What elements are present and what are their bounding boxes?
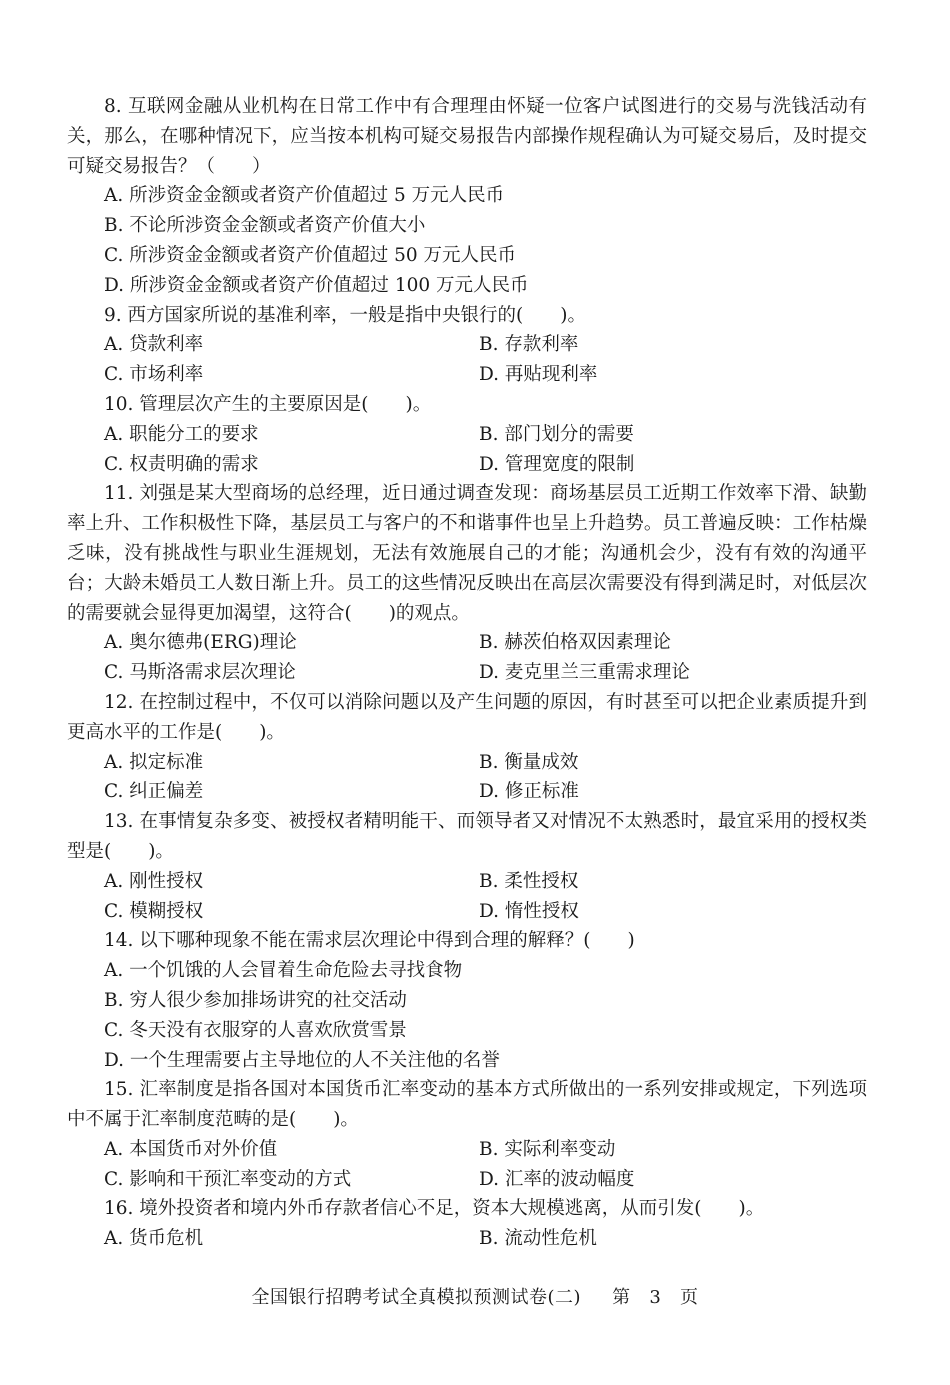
question-16-options-row-1 [67, 1224, 867, 1254]
question-12-options-row-2 [67, 777, 867, 807]
question-13-option-d: D. 惰性授权 [479, 900, 579, 922]
question-12-options-row-1 [67, 748, 867, 778]
question-14-option-a: A. 一个饥饿的人会冒着生命危险去寻找食物 [104, 960, 463, 982]
question-14-stem: 14. 以下哪种现象不能在需求层次理论中得到合理的解释？( ) [104, 930, 635, 952]
question-15-option-d: D. 汇率的波动幅度 [479, 1168, 635, 1190]
question-10-options-row-1 [67, 420, 867, 450]
question-8-option-c: C. 所涉资金金额或者资产价值超过 50 万元人民币 [104, 244, 517, 266]
footer-title: 全国银行招聘考试全真模拟预测试卷(二) [251, 1287, 582, 1308]
question-16-stem: 16. 境外投资者和境内外币存款者信心不足，资本大规模逃离，从而引发( )。 [104, 1198, 765, 1220]
question-12-option-b: B. 衡量成效 [479, 751, 579, 773]
question-9-options-row-2 [67, 360, 867, 390]
question-11-option-b: B. 赫茨伯格双因素理论 [479, 632, 671, 654]
question-14-option-d: D. 一个生理需要占主导地位的人不关注他的名誉 [104, 1049, 500, 1071]
question-11-options-row-2 [67, 658, 867, 688]
footer-page-number: 3 [649, 1287, 662, 1308]
question-9-options-row-1 [67, 330, 867, 360]
question-12-stem: 12. 在控制过程中，不仅可以消除问题以及产生问题的原因，有时甚至可以把企业素质提升到更高水平的工作是( )。 [67, 691, 867, 743]
page-footer [0, 1283, 950, 1309]
question-9-option-a: A. 贷款利率 [104, 334, 204, 356]
question-9-stem: 9. 西方国家所说的基准利率，一般是指中央银行的( )。 [104, 304, 586, 326]
question-15-option-a: A. 本国货币对外价值 [104, 1138, 278, 1160]
question-13-option-b: B. 柔性授权 [479, 870, 579, 892]
question-8-option-a: A. 所涉资金金额或者资产价值超过 5 万元人民币 [104, 185, 505, 207]
question-11-stem: 11. 刘强是某大型商场的总经理，近日通过调查发现：商场基层员工近期工作效率下滑、缺勤率上升、工作积极性下降，基层员工与客户的不和谐事件也呈上升趋势。员工普遍反映：工作枯燥乏味，没有挑战性与职业生涯规划，无法有效施展自己的才能；沟通机会少，没有有效的沟通平台；大龄未婚员工人数日渐上升。员工的这些情况反映出在高层次需要没有得到满足时，对低层次的需要就会显得更加渴望，这符合( )的观点。 [67, 483, 867, 624]
question-13-options-row-2 [67, 897, 867, 927]
question-11-option-d: D. 麦克里兰三重需求理论 [479, 662, 690, 684]
question-10-option-b: B. 部门划分的需要 [479, 423, 634, 445]
footer-page-prefix: 第 [612, 1287, 631, 1308]
question-9-option-b: B. 存款利率 [479, 334, 579, 356]
question-14-option-b: B. 穷人很少参加排场讲究的社交活动 [104, 989, 407, 1011]
question-9-option-d: D. 再贴现利率 [479, 364, 598, 386]
question-8-option-b: B. 不论所涉资金金额或者资产价值大小 [104, 215, 426, 237]
question-15-option-b: B. 实际利率变动 [479, 1138, 616, 1160]
question-12-option-a: A. 拟定标准 [104, 751, 204, 773]
question-10-options-row-2 [67, 450, 867, 480]
question-10-option-d: D. 管理宽度的限制 [479, 453, 635, 475]
question-13-options-row-1 [67, 867, 867, 897]
question-15-stem: 15. 汇率制度是指各国对本国货币汇率变动的基本方式所做出的一系列安排或规定，下列选项中不属于汇率制度范畴的是( )。 [67, 1079, 867, 1131]
question-9-option-c: C. 市场利率 [104, 364, 204, 386]
question-15-options-row-1 [67, 1135, 867, 1165]
question-11-option-c: C. 马斯洛需求层次理论 [104, 662, 296, 684]
question-13-stem: 13. 在事情复杂多变、被授权者精明能干、而领导者又对情况不太熟悉时，最宜采用的授权类型是( )。 [67, 811, 867, 862]
question-16-option-a: A. 货币危机 [104, 1228, 204, 1250]
question-list [67, 92, 867, 1254]
question-15-options-row-2 [67, 1165, 867, 1195]
question-8-stem: 8. 互联网金融从业机构在日常工作中有合理理由怀疑一位客户试图进行的交易与洗钱活动有关，那么，在哪种情况下，应当按本机构可疑交易报告内部操作规程确认为可疑交易后，及时提交可疑交易报告？（ ） [67, 96, 867, 177]
question-11-options-row-1 [67, 628, 867, 658]
question-10-option-a: A. 职能分工的要求 [104, 423, 259, 445]
question-14-option-c: C. 冬天没有衣服穿的人喜欢欣赏雪景 [104, 1019, 407, 1041]
question-8-option-d: D. 所涉资金金额或者资产价值超过 100 万元人民币 [104, 274, 529, 296]
question-12-option-d: D. 修正标准 [479, 781, 579, 803]
question-13-option-c: C. 模糊授权 [104, 900, 204, 922]
question-11-option-a: A. 奥尔德弗(ERG)理论 [104, 632, 297, 654]
question-13-option-a: A. 刚性授权 [104, 870, 204, 892]
question-12-option-c: C. 纠正偏差 [104, 781, 204, 803]
question-16-option-b: B. 流动性危机 [479, 1228, 597, 1250]
footer-page-suffix: 页 [680, 1287, 699, 1308]
question-10-option-c: C. 权责明确的需求 [104, 453, 259, 475]
question-10-stem: 10. 管理层次产生的主要原因是( )。 [104, 393, 432, 415]
question-15-option-c: C. 影响和干预汇率变动的方式 [104, 1168, 352, 1190]
